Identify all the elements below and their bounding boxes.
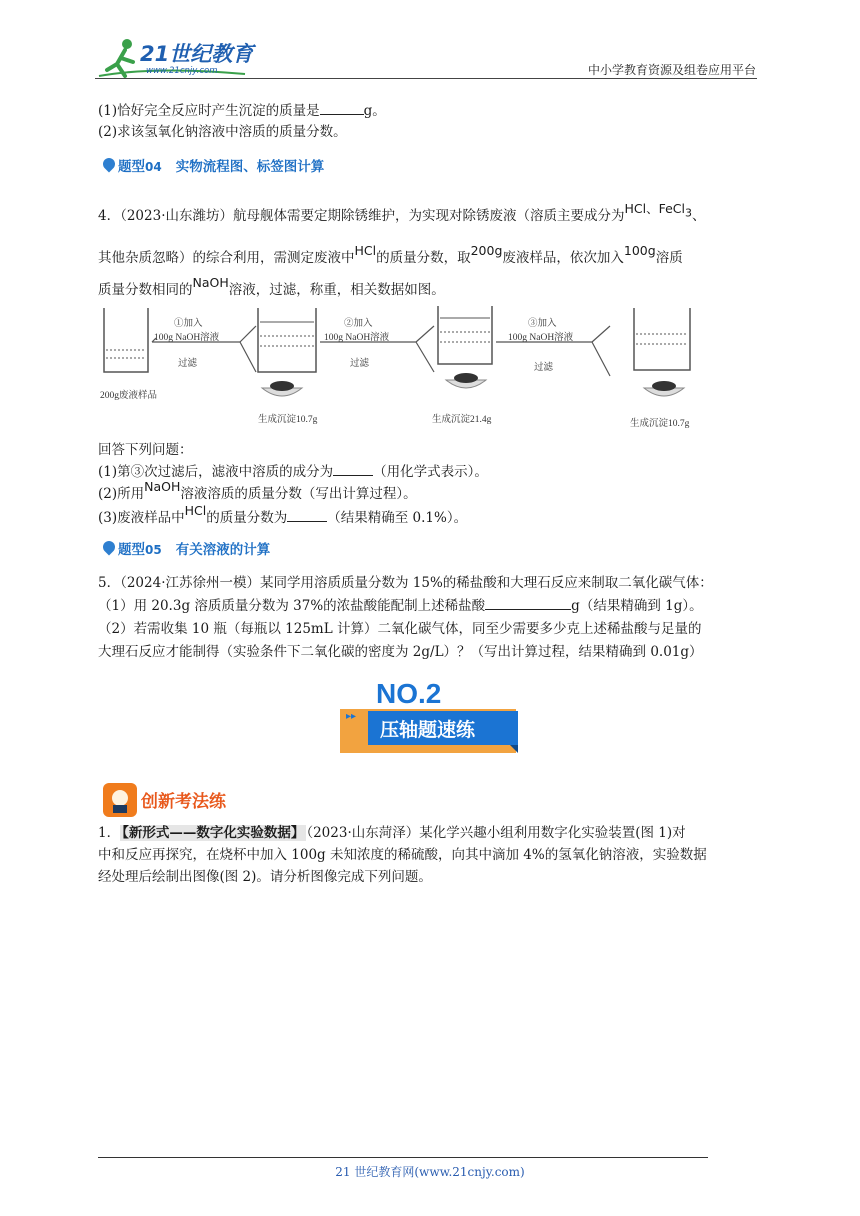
prev-q-unit: g。 [363,103,386,119]
creative-title: 创新考法练 [141,792,226,812]
beaker-icon [438,306,492,364]
q5-text: g（结果精确到 1g）。 [571,598,703,614]
svg-text:③加入: ③加入 [528,319,557,329]
q4-a3 [98,503,468,528]
section-type: 题型 [118,159,145,175]
q1-text: （2023·山东菏泽）某化学兴趣小组利用数字化实验装置(图 1)对 [306,825,686,841]
q5-text: （1）用 20.3g 溶质质量分数为 37%的浓盐酸能配制上述稀盐酸 [98,598,486,614]
q4-text: 质量分数相同的 [98,282,193,298]
q4-text: 其他杂质忽略）的综合利用，需测定废液中 [98,250,355,266]
q1-line1 [98,823,686,843]
q5-line4: 大理石反应才能制得（实验条件下二氧化碳的密度为 2g/L）？（写出计算过程，结果精确到 0.01g） [98,644,703,660]
q4-line1 [98,201,706,231]
prev-q-line2: (2)求该氢氧化钠溶液中溶质的质量分数。 [98,124,347,140]
q4-a2 [98,479,417,504]
q1-line2: 中和反应再探究，在烧杯中加入 100g 未知浓度的稀硫酸，向其中滴加 4%的氢氧化钠溶液，实验数据 [98,847,707,863]
svg-text:生成沉淀10.7g: 生成沉淀10.7g [258,415,318,425]
platform-title: 中小学教育资源及组卷应用平台 [587,63,756,77]
precipitate-bowl-icon [262,381,302,396]
header-divider [95,78,757,79]
q4-a1-text: (1)第③次过滤后，滤液中溶质的成分为 [98,464,334,480]
beaker-icon [104,308,148,372]
svg-text:①加入: ①加入 [174,319,203,329]
answer-blank[interactable] [320,101,364,115]
q4-answer-intro: 回答下列问题： [98,442,193,458]
q5-line1: 5．（2024·江苏徐州一模）某同学用溶质质量分数为 15%的稀盐酸和大理石反应来制取二氧化碳气体： [98,575,713,591]
q4-text: 的质量分数，取 [376,250,471,266]
location-pin-icon [103,158,115,173]
beaker-icon [258,308,316,372]
q4-text: 4．（2023·山东潍坊）航母舰体需要定期除锈维护，为实现对除锈废液（溶质主要成分为 [98,208,625,224]
answer-blank[interactable] [333,462,373,476]
banner-number: NO.2 [376,678,442,709]
section-header-05 [103,537,270,559]
precipitate-bowl-icon [446,373,486,388]
section-number: 04 [145,160,162,174]
q1-line3: 经处理后绘制出图像(图 2)。请分析图像完成下列问题。 [98,869,432,885]
svg-text:过滤: 过滤 [350,359,370,369]
svg-text:▸▸: ▸▸ [346,711,357,722]
q4-text: 、 [692,208,706,224]
answer-blank[interactable] [287,508,327,522]
chem-formula: 100g [623,243,656,258]
section-number: 05 [145,543,162,557]
creative-section-label [103,783,243,817]
q5-line2 [98,596,703,616]
section-header-04 [103,154,324,176]
sample-label: 200g废液样品 [100,391,158,401]
q4-text: 废液样品，依次加入 [502,250,624,266]
beaker-icon [634,308,690,370]
q1-number: 1． [98,825,121,841]
logo-text: 21世纪教育 [140,42,254,66]
teacher-avatar-icon [112,790,128,806]
answer-blank[interactable] [485,596,571,610]
chem-formula: 200g [470,243,503,258]
svg-text:100g NaOH溶液: 100g NaOH溶液 [324,333,390,343]
location-pin-icon [103,541,115,556]
q4-text: 溶液，过滤，称重，相关数据如图。 [228,282,445,298]
svg-text:生成沉淀21.4g: 生成沉淀21.4g [432,415,492,425]
chem-formula: NaOH [144,479,181,494]
q4-a3-text: （结果精确至 0.1%）。 [327,510,468,526]
section-title: 实物流程图、标签图计算 [175,159,325,175]
footer-text: 21 世纪教育网(www.21cnjy.com) [335,1165,525,1179]
q5-line3: （2）若需收集 10 瓶（每瓶以 125mL 计算）二氧化碳气体，同至少需要多少克上述稀盐酸与足量的 [98,621,702,637]
banner-title: 压轴题速练 [380,719,476,741]
q4-line2 [98,243,683,268]
svg-text:过滤: 过滤 [178,359,198,369]
q4-a2-text: 溶液溶质的质量分数（写出计算过程）。 [180,486,417,502]
section-type: 题型 [118,542,145,558]
svg-text:100g NaOH溶液: 100g NaOH溶液 [508,333,574,343]
experiment-flow-diagram [98,302,708,432]
chem-formula: NaOH [192,275,229,290]
q1-tag: 【新形式——数字化实验数据】 [122,825,305,841]
svg-text:生成沉淀10.7g: 生成沉淀10.7g [630,419,690,429]
chem-formula: HCl、FeCl$_3$ [624,201,692,220]
q4-line3 [98,275,445,300]
q4-text: 溶质 [655,250,683,266]
footer-divider [98,1157,708,1158]
prev-q-line1 [98,101,386,121]
svg-text:②加入: ②加入 [344,319,373,329]
precipitate-bowl-icon [644,381,684,396]
logo-url: www.21cnjy.com [146,66,218,76]
q4-a3-text: (3)废液样品中 [98,510,185,526]
section-title: 有关溶液的计算 [175,542,271,558]
q4-a1-text: （用化学式表示）。 [373,464,488,480]
no2-banner [340,675,520,757]
prev-q-text: (1)恰好完全反应时产生沉淀的质量是 [98,103,320,119]
chem-formula: HCl [184,503,207,518]
q4-a2-text: (2)所用 [98,486,145,502]
svg-text:过滤: 过滤 [534,363,554,373]
q4-a3-text: 的质量分数为 [206,510,288,526]
chem-formula: HCl [354,243,377,258]
svg-text:100g NaOH溶液: 100g NaOH溶液 [154,333,220,343]
